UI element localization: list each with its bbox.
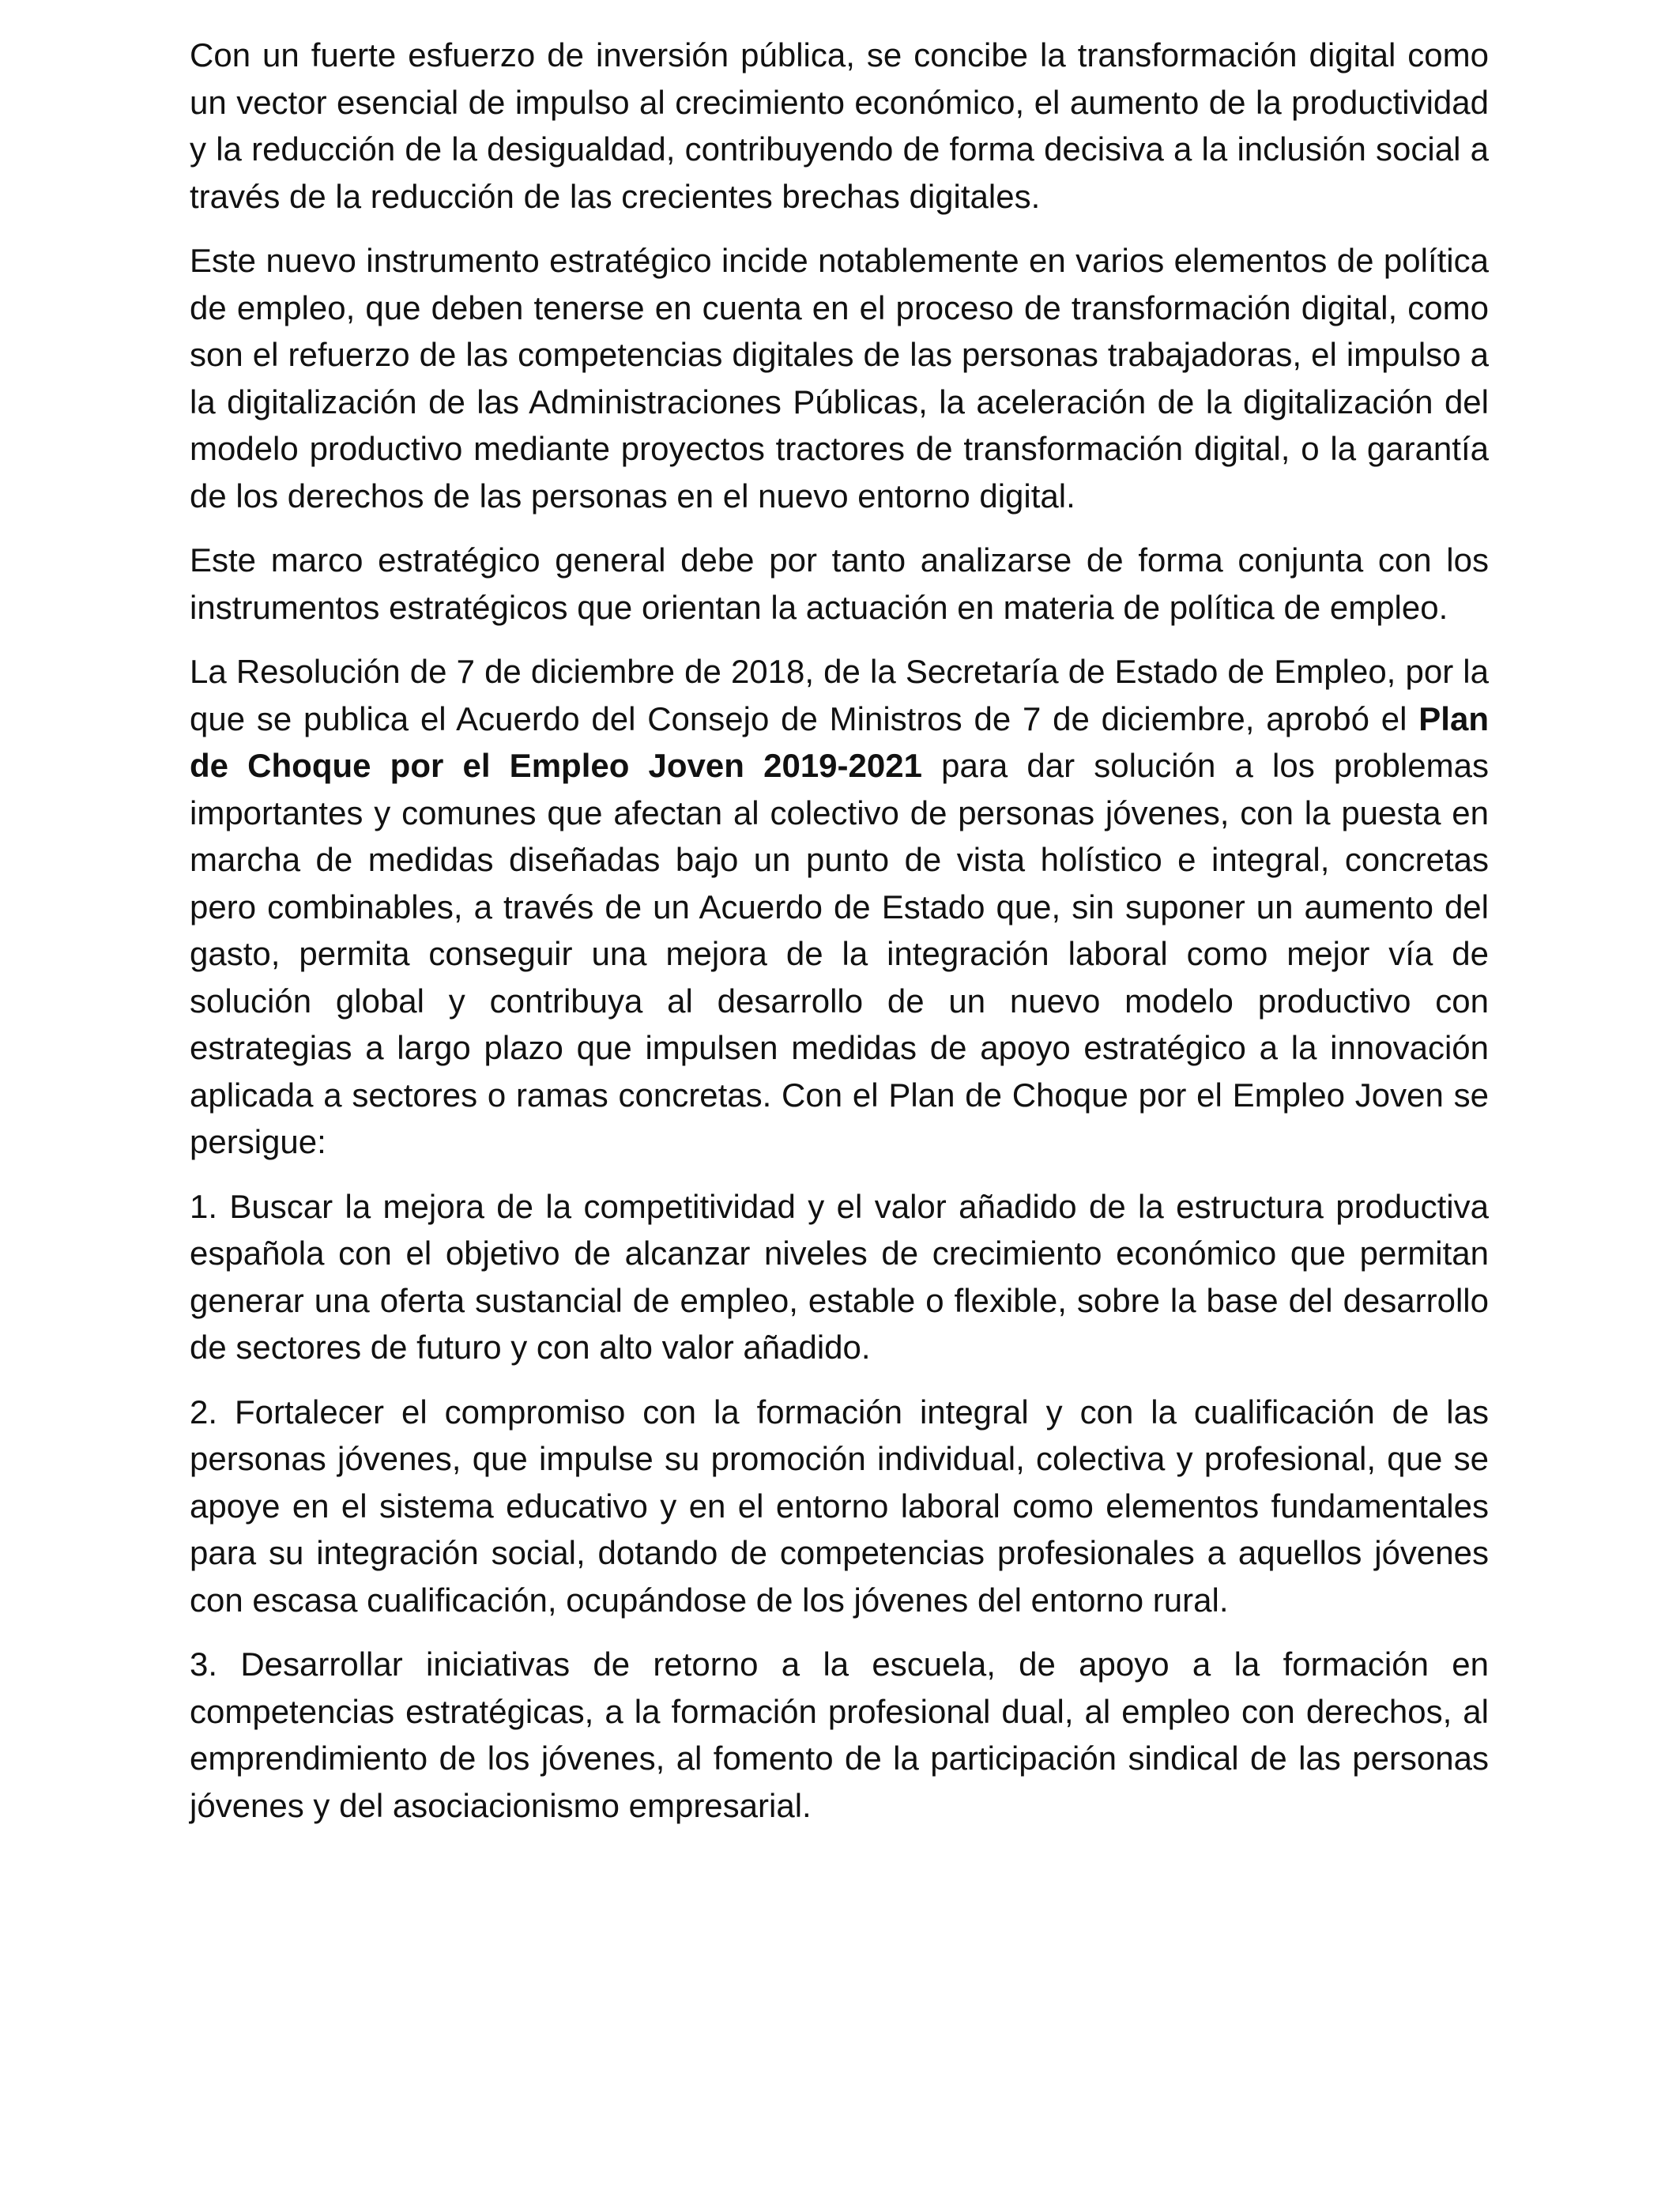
list-item-1: 1. Buscar la mejora de la competitividad y el valor añadido de la estructura productiva española con el objetivo de alcanzar niveles de crecimiento económico que permitan generar una oferta sustancial de empleo, estable o flexible, sobre la base del desarrollo de sectores de futuro y con alto valor añadido. xyxy=(190,1187,1489,1366)
paragraph-strategic-framework: Este marco estratégico general debe por tanto analizarse de forma conjunta con los instrumentos estratégicos que orientan la actuación en materia de política de empleo. xyxy=(190,541,1489,626)
document-page xyxy=(190,32,1489,1846)
paragraph-strategic-instrument: Este nuevo instrumento estratégico incide notablemente en varios elementos de política de empleo, que deben tenerse en cuenta en el proceso de transformación digital, como son el refuerzo de las competencias digitales de las personas trabajadoras, el impulso a la digitalización de las Administraciones Públicas, la aceleración de la digitalización del modelo productivo mediante proyectos tractores de transformación digital, o la garantía de los derechos de las personas en el nuevo entorno digital. xyxy=(190,242,1489,515)
list-item-3: 3. Desarrollar iniciativas de retorno a la escuela, de apoyo a la formación en competencias estratégicas, a la formación profesional dual, al empleo con derechos, al emprendimiento de los jóvenes, al fomento de la participación sindical de las personas jóvenes y del asociacionismo empresarial. xyxy=(190,1646,1489,1824)
plan-title: Plan de Choque por el Empleo Joven 2019-2021 xyxy=(190,699,1489,784)
resolution-text-before: La Resolución de 7 de diciembre de 2018, de la Secretaría de Estado de Empleo, por la que se publica el Acuerdo del Consejo de Ministros de 7 de diciembre, aprobó el xyxy=(190,653,1489,737)
resolution-text-after: para dar solución a los problemas importantes y comunes que afectan al colectivo de personas jóvenes, con la puesta en marcha de medidas diseñadas bajo un punto de vista holístico e integral, concretas pero combinables, a través de un Acuerdo de Estado que, sin suponer un aumento del gasto, permita conseguir una mejora de la integración laboral como mejor vía de solución global y contribuya al desarrollo de un nuevo modelo productivo con estrategias a largo plazo que impulsen medidas de apoyo estratégico a la innovación aplicada a sectores o ramas concretas. Con el Plan de Choque por el Empleo Joven se persigue: xyxy=(190,747,1489,1160)
paragraph-resolution xyxy=(190,648,1489,1166)
paragraph-digital-transformation: Con un fuerte esfuerzo de inversión pública, se concibe la transformación digital como un vector esencial de impulso al crecimiento económico, el aumento de la productividad y la reducción de la desigualdad, contribuyendo de forma decisiva a la inclusión social a través de la reducción de las crecientes brechas digitales. xyxy=(190,36,1489,215)
list-item-2: 2. Fortalecer el compromiso con la formación integral y con la cualificación de las personas jóvenes, que impulse su promoción individual, colectiva y profesional, que se apoye en el sistema educativo y en el entorno laboral como elementos fundamentales para su integración social, dotando de competencias profesionales a aquellos jóvenes con escasa cualificación, ocupándose de los jóvenes del entorno rural. xyxy=(190,1393,1489,1619)
